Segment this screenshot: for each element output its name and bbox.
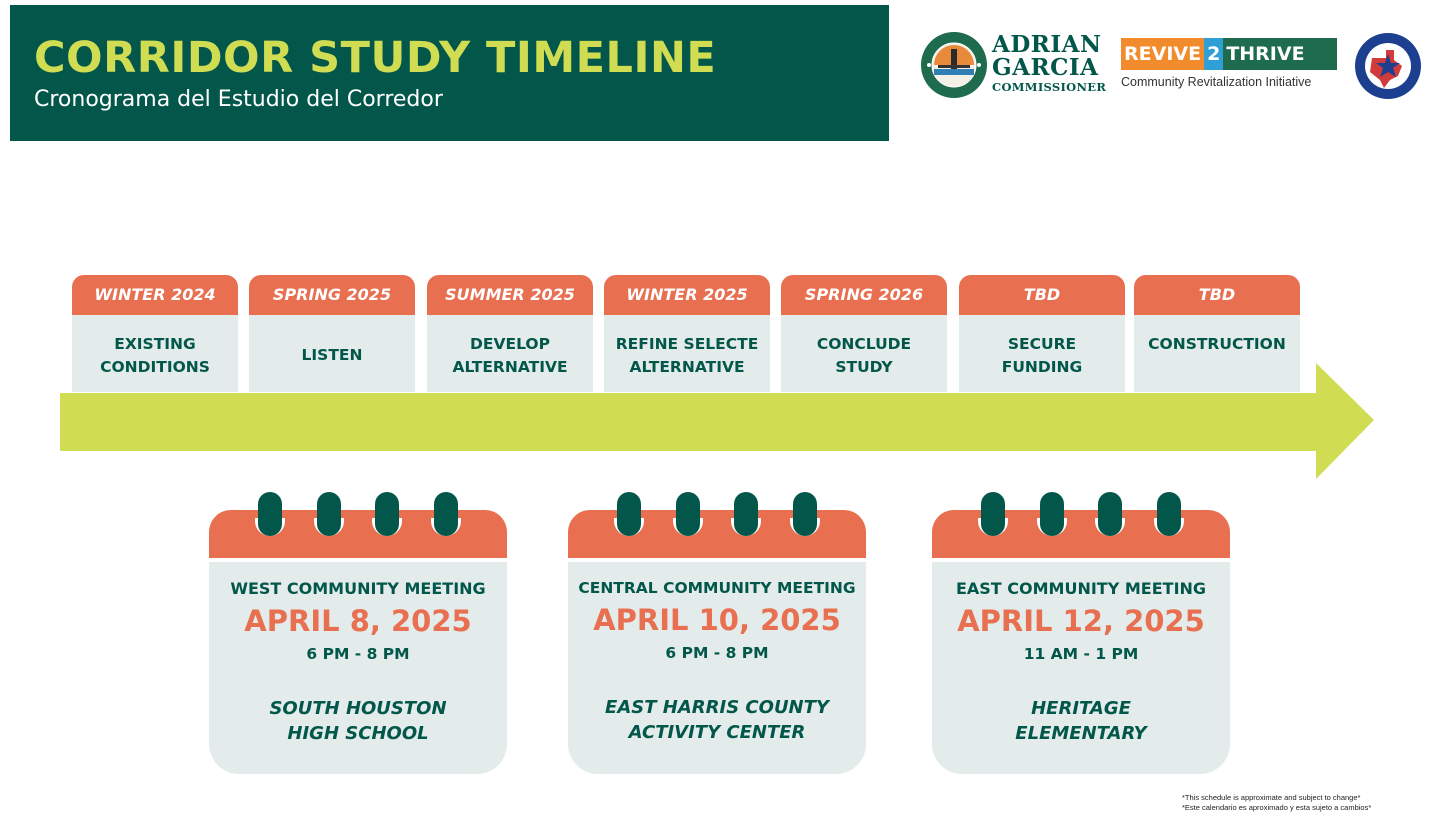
calendar-ring-icon	[434, 492, 458, 538]
meeting-date: APRIL 12, 2025	[957, 604, 1205, 638]
phase-season: SPRING 2026	[781, 275, 947, 315]
meeting-card-west	[209, 492, 507, 774]
calendar-ring-icon	[258, 492, 282, 538]
calendar-ring-icon	[1098, 492, 1122, 538]
commissioner-last-name: GARCIA	[992, 54, 1099, 81]
meeting-card-central	[568, 492, 866, 774]
commissioner-logo	[992, 31, 1107, 94]
calendar-ring-icon	[1157, 492, 1181, 538]
revive-word: REVIVE	[1121, 38, 1204, 70]
phase-label-line1: REFINE SELECTE	[615, 335, 759, 353]
two-word: 2	[1204, 38, 1223, 70]
phase-season: WINTER 2025	[604, 275, 770, 315]
phase-season: TBD	[1134, 275, 1300, 315]
revive-tagline: Community Revitalization Initiative	[1121, 75, 1312, 89]
meeting-time: 6 PM - 8 PM	[665, 644, 769, 662]
meeting-venue-line2: ELEMENTARY	[1015, 723, 1147, 744]
calendar-body	[209, 562, 507, 774]
meeting-venue-line1: SOUTH HOUSTON	[269, 698, 447, 719]
phase-label	[72, 315, 238, 392]
phase-label	[1134, 315, 1300, 392]
phase-season: WINTER 2024	[72, 275, 238, 315]
disclaimer-english: *This schedule is approximate and subject to change*	[1182, 793, 1361, 802]
calendar-header	[932, 510, 1230, 558]
phase-construction	[1134, 275, 1300, 392]
calendar-body	[568, 562, 866, 774]
phase-season: SPRING 2025	[249, 275, 415, 315]
meeting-name: WEST COMMUNITY MEETING	[230, 579, 486, 598]
calendar-header	[568, 510, 866, 558]
phase-label	[604, 315, 770, 392]
meeting-date: APRIL 10, 2025	[593, 603, 841, 637]
calendar-ring-icon	[734, 492, 758, 538]
calendar-ring-icon	[375, 492, 399, 538]
phase-label	[959, 315, 1125, 392]
thrive-word: THRIVE	[1223, 38, 1337, 70]
phase-season: SUMMER 2025	[427, 275, 593, 315]
texas-seal-icon	[1354, 32, 1422, 100]
meeting-venue	[568, 695, 866, 745]
commissioner-first-name: ADRIAN	[992, 31, 1102, 58]
meeting-time: 11 AM - 1 PM	[1023, 645, 1139, 663]
calendar-ring-icon	[793, 492, 817, 538]
phase-label-line2: STUDY	[835, 358, 893, 376]
phase-label-line1: EXISTING	[114, 335, 196, 353]
revive-2-thrive-logo	[1121, 38, 1337, 94]
calendar-ring-icon	[317, 492, 341, 538]
schedule-disclaimer	[1182, 793, 1371, 813]
phase-conclude-study	[781, 275, 947, 392]
phase-label-line1: CONCLUDE	[816, 335, 912, 353]
commissioner-role: COMMISSIONER	[992, 80, 1107, 94]
phase-label	[427, 315, 593, 392]
meeting-time: 6 PM - 8 PM	[306, 645, 410, 663]
disclaimer-spanish: *Este calendario es aproximado y esta sujeto a cambios*	[1182, 803, 1372, 812]
phase-label-line1: SECURE	[1007, 335, 1077, 353]
calendar-ring-icon	[1040, 492, 1064, 538]
meeting-venue	[932, 696, 1230, 746]
calendar-ring-icon	[676, 492, 700, 538]
meeting-venue-line1: HERITAGE	[1031, 698, 1131, 719]
page-title: CORRIDOR STUDY TIMELINE	[34, 33, 717, 83]
calendar-ring-icon	[981, 492, 1005, 538]
phase-season: TBD	[959, 275, 1125, 315]
phase-label-line2: ALTERNATIVE	[452, 358, 568, 376]
phase-label-line1: CONSTRUCTION	[1148, 335, 1286, 353]
header-banner	[10, 5, 889, 141]
calendar-body	[932, 562, 1230, 774]
page-subtitle: Cronograma del Estudio del Corredor	[34, 87, 443, 112]
phase-existing-conditions	[72, 275, 238, 392]
phase-label	[781, 315, 947, 392]
phase-label-line2: ALTERNATIVE	[629, 358, 745, 376]
meeting-venue-line1: EAST HARRIS COUNTY	[605, 697, 829, 718]
meeting-venue	[209, 696, 507, 746]
phase-listen	[249, 275, 415, 392]
phase-label-line2: CONDITIONS	[100, 358, 210, 376]
meeting-name: CENTRAL COMMUNITY MEETING	[578, 579, 856, 597]
meeting-venue-line2: ACTIVITY CENTER	[628, 722, 806, 743]
phase-develop-alternative	[427, 275, 593, 392]
meeting-date: APRIL 8, 2025	[244, 604, 472, 638]
phase-label-line1: DEVELOP	[470, 335, 550, 353]
phase-label-line2: FUNDING	[1001, 358, 1083, 376]
phase-secure-funding	[959, 275, 1125, 392]
phase-refine-alternative	[604, 275, 770, 392]
precinct-seal-icon	[920, 31, 988, 99]
calendar-ring-icon	[617, 492, 641, 538]
phase-label-line1: LISTEN	[301, 346, 363, 364]
calendar-header	[209, 510, 507, 558]
phase-label	[249, 315, 415, 392]
meeting-name: EAST COMMUNITY MEETING	[955, 579, 1207, 598]
meeting-venue-line2: HIGH SCHOOL	[287, 723, 429, 744]
meeting-card-east	[932, 492, 1230, 774]
